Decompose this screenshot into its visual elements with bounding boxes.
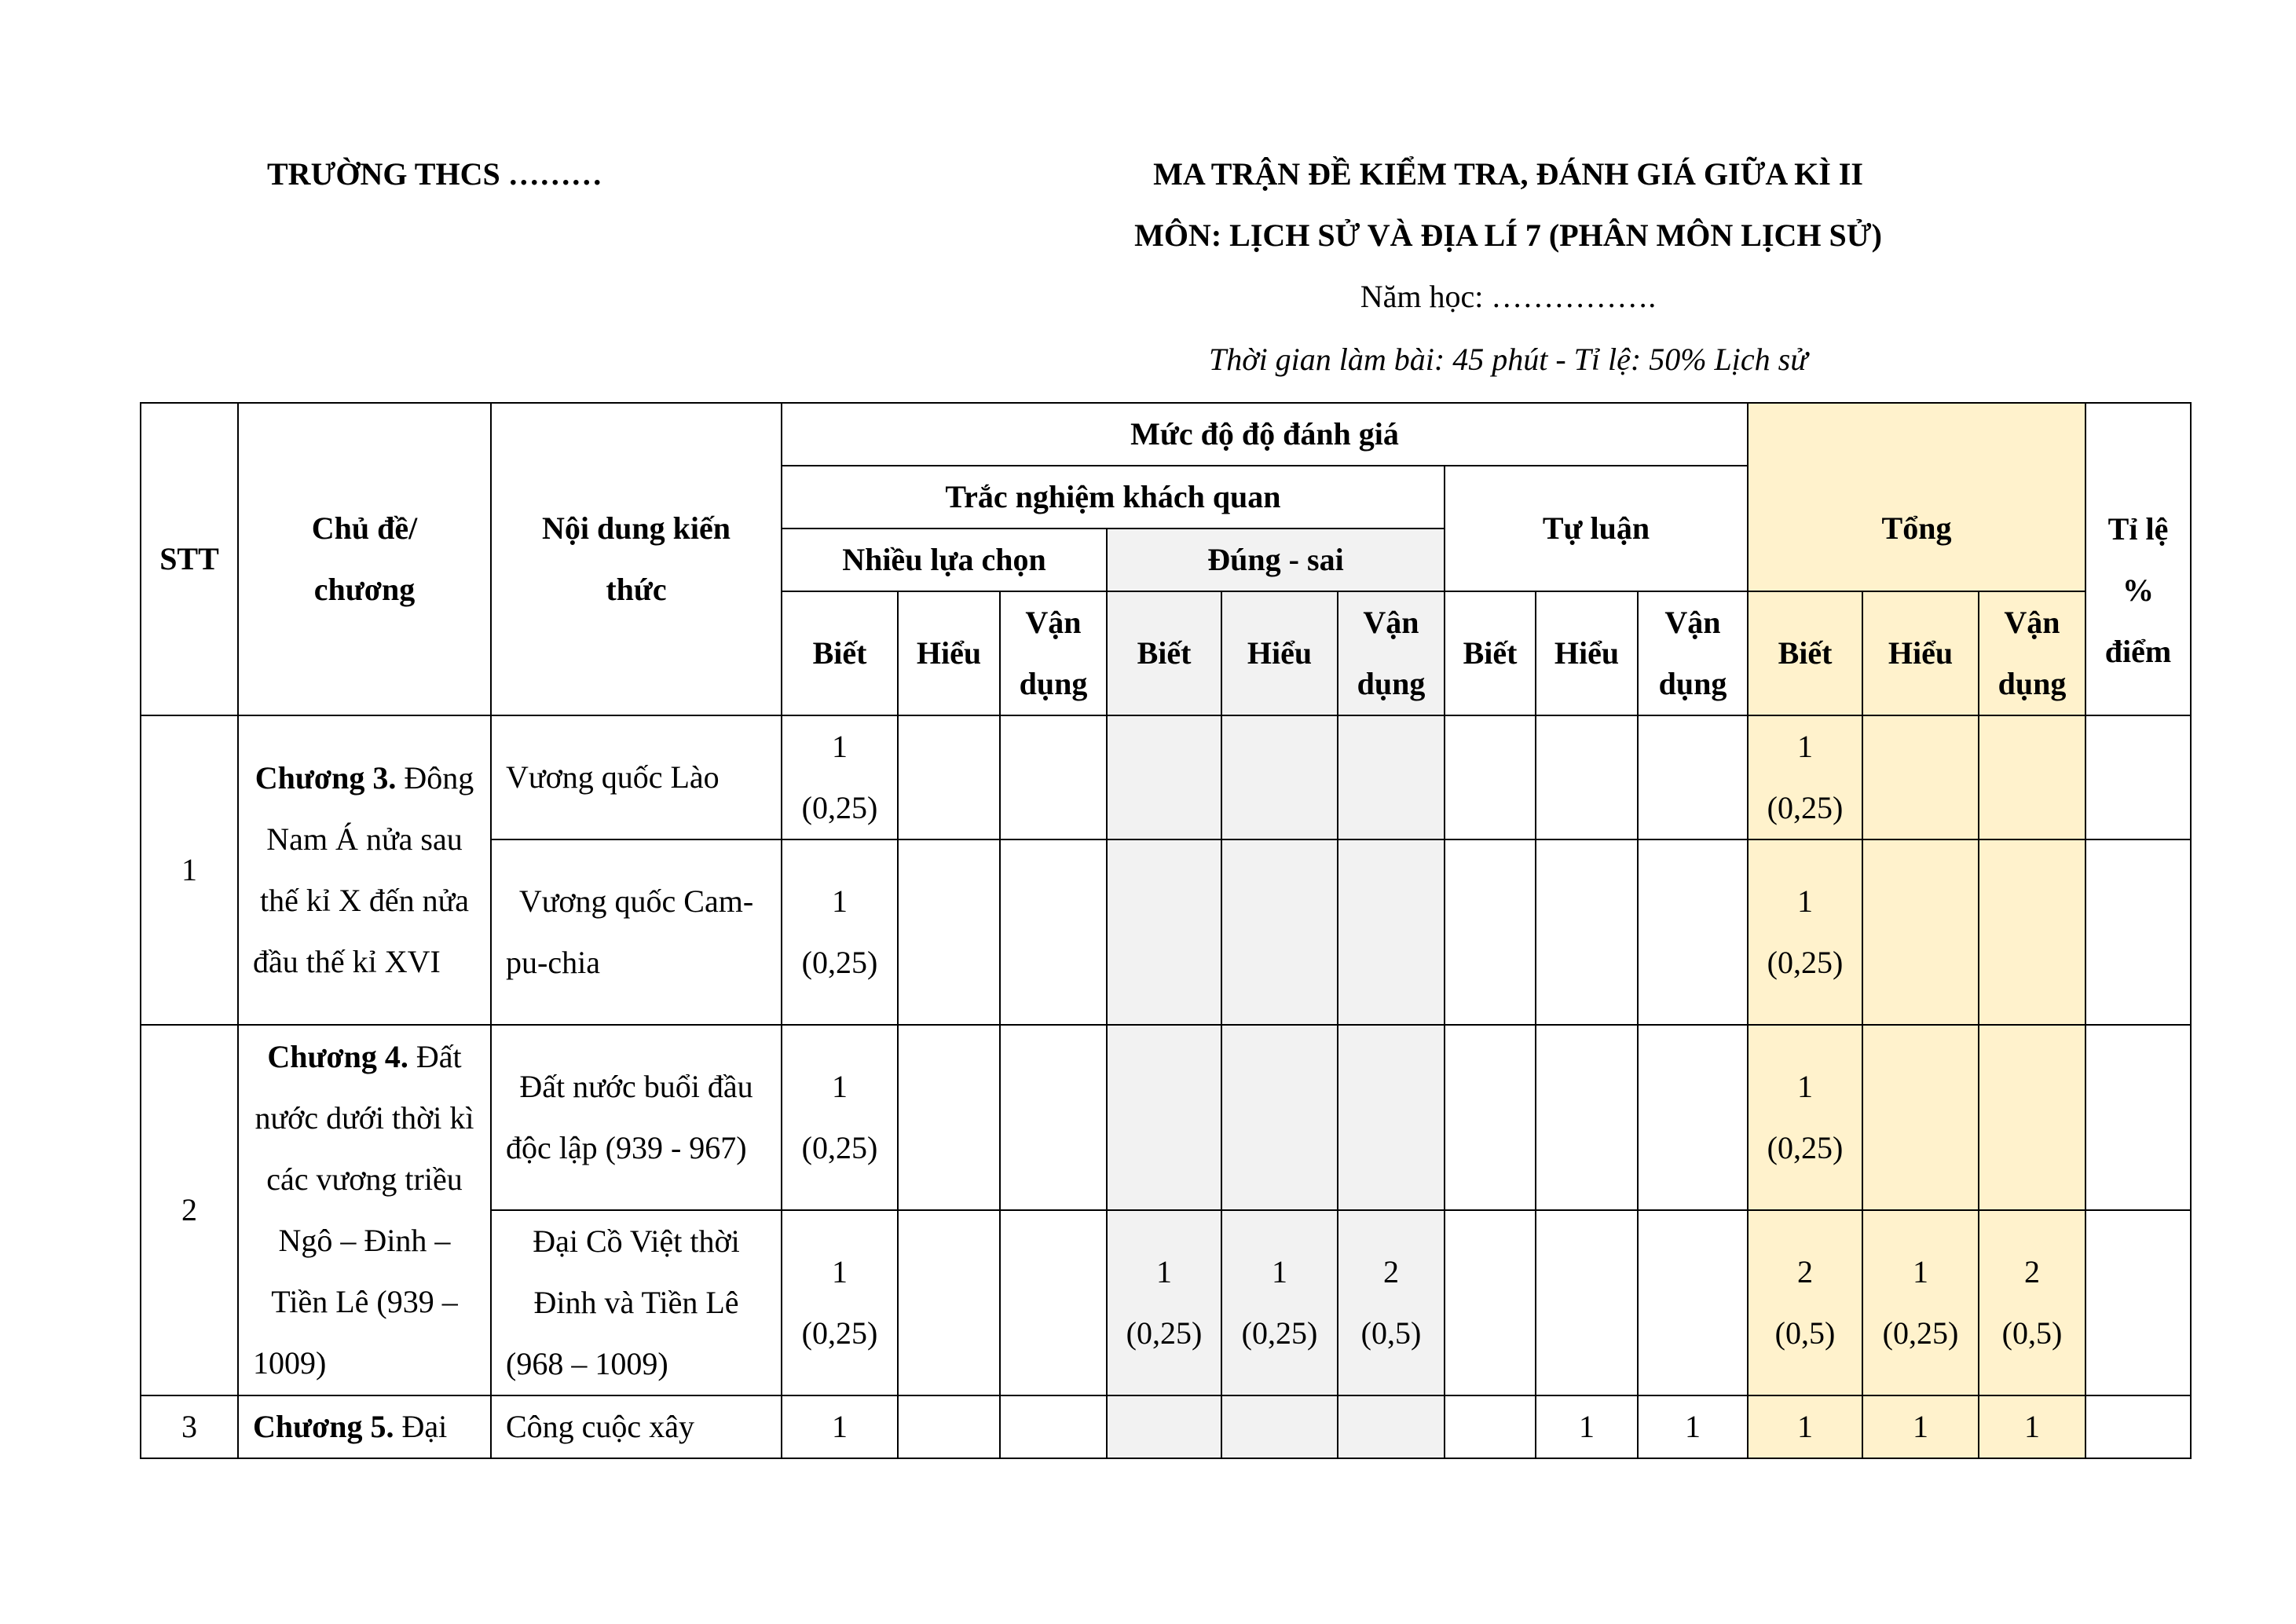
cell-tf-know xyxy=(1107,839,1221,1025)
table-row xyxy=(141,1025,2191,1210)
cell-mc-know: 1 (0,25) xyxy=(782,839,898,1025)
assessment-matrix-table xyxy=(140,402,2192,1459)
header-total-apply: Vận dụng xyxy=(1979,591,2085,715)
cell-mc-understand xyxy=(898,715,1000,839)
cell-tf-apply xyxy=(1338,839,1445,1025)
cell-essay-understand xyxy=(1536,715,1638,839)
cell-essay-know xyxy=(1445,715,1536,839)
header-essay: Tự luận xyxy=(1445,466,1748,591)
header-objective: Trắc nghiệm khách quan xyxy=(782,466,1445,529)
cell-essay-apply: 1 xyxy=(1638,1395,1748,1458)
table-row xyxy=(141,715,2191,839)
cell-tf-understand: 1 (0,25) xyxy=(1221,1210,1338,1395)
cell-essay-understand xyxy=(1536,839,1638,1025)
table-row xyxy=(141,1395,2191,1458)
cell-mc-apply xyxy=(1000,839,1107,1025)
cell-tf-apply: 2 (0,5) xyxy=(1338,1210,1445,1395)
cell-mc-know: 1 (0,25) xyxy=(782,715,898,839)
header-chapter: Chủ đề/ chương xyxy=(238,403,491,715)
subject-line: MÔN: LỊCH SỬ VÀ ĐỊA LÍ 7 (PHÂN MÔN LỊCH SỬ) xyxy=(1134,218,1882,253)
cell-total-understand: 1 (0,25) xyxy=(1862,1210,1979,1395)
cell-mc-know: 1 (0,25) xyxy=(782,1025,898,1210)
header-total-know: Biết xyxy=(1748,591,1862,715)
cell-essay-know xyxy=(1445,839,1536,1025)
time-ratio: Thời gian làm bài: 45 phút - Tỉ lệ: 50% Lịch sử xyxy=(1208,342,1808,377)
cell-tf-know xyxy=(1107,715,1221,839)
cell-mc-know: 1 (0,25) xyxy=(782,1210,898,1395)
row-content: Đất nước buổi đầu độc lập (939 - 967) xyxy=(491,1025,782,1210)
cell-tf-know: 1 (0,25) xyxy=(1107,1210,1221,1395)
cell-total-understand xyxy=(1862,715,1979,839)
cell-essay-understand xyxy=(1536,1210,1638,1395)
school-name: TRƯỜNG THCS ……… xyxy=(267,156,602,192)
cell-essay-understand: 1 xyxy=(1536,1395,1638,1458)
cell-total-know: 1 (0,25) xyxy=(1748,715,1862,839)
row-stt: 3 xyxy=(141,1395,238,1458)
cell-total-understand: 1 xyxy=(1862,1395,1979,1458)
cell-mc-apply xyxy=(1000,1025,1107,1210)
cell-ratio xyxy=(2085,839,2191,1025)
row-chapter: Chương 5. Đại xyxy=(238,1395,491,1458)
cell-mc-understand xyxy=(898,1210,1000,1395)
row-content: Đại Cồ Việt thời Đinh và Tiền Lê (968 – 1009) xyxy=(491,1210,782,1395)
cell-mc-understand xyxy=(898,1395,1000,1458)
cell-mc-apply xyxy=(1000,715,1107,839)
header-essay-understand: Hiểu xyxy=(1536,591,1638,715)
school-year: Năm học: ……………. xyxy=(1360,279,1657,314)
header-multiple-choice: Nhiều lựa chọn xyxy=(782,529,1107,591)
cell-tf-understand xyxy=(1221,715,1338,839)
cell-mc-apply xyxy=(1000,1395,1107,1458)
cell-total-know: 2 (0,5) xyxy=(1748,1210,1862,1395)
header-tf-know: Biết xyxy=(1107,591,1221,715)
cell-total-apply: 2 (0,5) xyxy=(1979,1210,2085,1395)
document-title: MA TRẬN ĐỀ KIỂM TRA, ĐÁNH GIÁ GIỮA KÌ II xyxy=(1153,156,1863,192)
cell-essay-know xyxy=(1445,1025,1536,1210)
cell-total-apply: 1 xyxy=(1979,1395,2085,1458)
cell-total-know: 1 (0,25) xyxy=(1748,839,1862,1025)
cell-essay-apply xyxy=(1638,839,1748,1025)
row-chapter: Chương 4. Đất nước dưới thời kì các vương triều Ngô – Đinh – Tiền Lê (939 – 1009) xyxy=(238,1025,491,1395)
cell-essay-apply xyxy=(1638,715,1748,839)
header-mc-know: Biết xyxy=(782,591,898,715)
header-essay-apply: Vận dụng xyxy=(1638,591,1748,715)
cell-tf-apply xyxy=(1338,715,1445,839)
cell-total-understand xyxy=(1862,1025,1979,1210)
header-essay-know: Biết xyxy=(1445,591,1536,715)
header-mc-apply: Vận dụng xyxy=(1000,591,1107,715)
row-stt: 1 xyxy=(141,715,238,1025)
cell-ratio xyxy=(2085,1025,2191,1210)
header-stt: STT xyxy=(141,403,238,715)
row-chapter: Chương 3. Đông Nam Á nửa sau thế kỉ X đến nửa đầu thế kỉ XVI xyxy=(238,715,491,1025)
row-content: Công cuộc xây xyxy=(491,1395,782,1458)
header-level: Mức độ độ đánh giá xyxy=(782,403,1748,466)
cell-total-apply xyxy=(1979,839,2085,1025)
cell-mc-know: 1 xyxy=(782,1395,898,1458)
cell-tf-know xyxy=(1107,1395,1221,1458)
cell-total-apply xyxy=(1979,715,2085,839)
cell-total-understand xyxy=(1862,839,1979,1025)
cell-essay-apply xyxy=(1638,1210,1748,1395)
cell-total-know: 1 xyxy=(1748,1395,1862,1458)
header-ratio: Tỉ lệ % điểm xyxy=(2085,403,2191,715)
header-row xyxy=(141,403,2191,466)
header-tf-understand: Hiểu xyxy=(1221,591,1338,715)
header-total: Tổng xyxy=(1748,403,2085,591)
cell-mc-understand xyxy=(898,1025,1000,1210)
cell-ratio xyxy=(2085,715,2191,839)
header-content: Nội dung kiến thức xyxy=(491,403,782,715)
cell-total-apply xyxy=(1979,1025,2085,1210)
cell-essay-apply xyxy=(1638,1025,1748,1210)
cell-ratio xyxy=(2085,1210,2191,1395)
cell-tf-know xyxy=(1107,1025,1221,1210)
cell-mc-apply xyxy=(1000,1210,1107,1395)
cell-tf-understand xyxy=(1221,1395,1338,1458)
cell-tf-understand xyxy=(1221,1025,1338,1210)
header-total-understand: Hiểu xyxy=(1862,591,1979,715)
cell-ratio xyxy=(2085,1395,2191,1458)
header-true-false: Đúng - sai xyxy=(1107,529,1445,591)
cell-tf-apply xyxy=(1338,1395,1445,1458)
cell-tf-understand xyxy=(1221,839,1338,1025)
row-content: Vương quốc Lào xyxy=(491,715,782,839)
cell-tf-apply xyxy=(1338,1025,1445,1210)
cell-essay-know xyxy=(1445,1210,1536,1395)
cell-essay-know xyxy=(1445,1395,1536,1458)
header-mc-understand: Hiểu xyxy=(898,591,1000,715)
header-tf-apply: Vận dụng xyxy=(1338,591,1445,715)
row-content: Vương quốc Cam-pu-chia xyxy=(491,839,782,1025)
cell-total-know: 1 (0,25) xyxy=(1748,1025,1862,1210)
row-stt: 2 xyxy=(141,1025,238,1395)
cell-essay-understand xyxy=(1536,1025,1638,1210)
cell-mc-understand xyxy=(898,839,1000,1025)
